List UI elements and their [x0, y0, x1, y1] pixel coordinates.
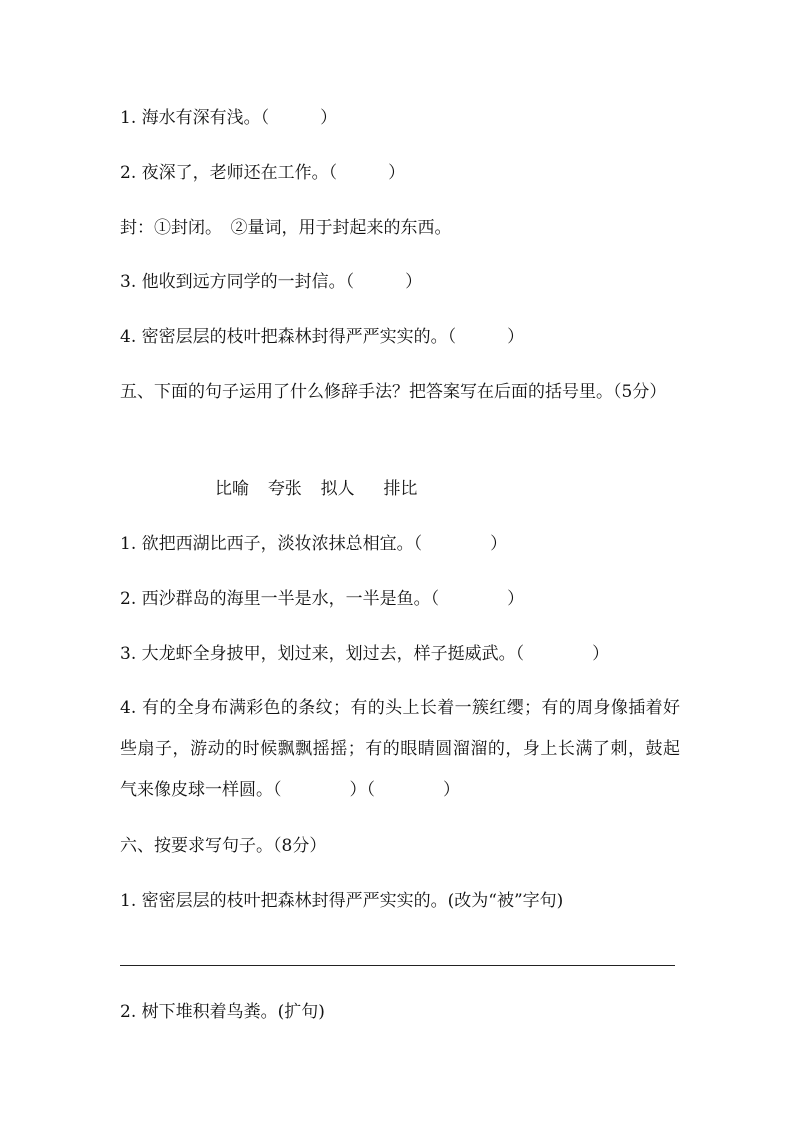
- rhetoric-options: [215, 479, 515, 499]
- question-5-1: 1. 欲把西湖比西子，淡妆浓抹总相宜。（ ）: [120, 534, 508, 554]
- question-6-2: 2. 树下堆积着鸟粪。(扩句): [120, 1002, 325, 1022]
- question-6-1: 1. 密密层层的枝叶把森林封得严严实实的。(改为“被”字句): [120, 891, 564, 911]
- question-5-3: 3. 大龙虾全身披甲，划过来，划过去，样子挺威武。（ ）: [120, 644, 610, 664]
- answer-line: [120, 965, 675, 966]
- question-5-4: 4. 有的全身布满彩色的条纹；有的头上长着一簇红缨；有的周身像插着好些扇子，游动的时候飘飘摇摇；有的眼睛圆溜溜的，身上长满了刺，鼓起气来像皮球一样圆。（ ）（ ）: [120, 698, 680, 800]
- section-5-heading: 五、下面的句子运用了什么修辞手法？把答案写在后面的括号里。（5分）: [120, 382, 667, 402]
- option-personification: 拟人: [320, 479, 355, 499]
- feng-definition: 封：①封闭。 ②量词，用于封起来的东西。: [120, 218, 452, 238]
- option-metaphor: 比喻: [215, 479, 249, 499]
- question-4-3: 3. 他收到远方同学的一封信。（ ）: [120, 272, 423, 292]
- question-4-1: 1. 海水有深有浅。（ ）: [120, 108, 338, 128]
- question-4-4: 4. 密密层层的枝叶把森林封得严严实实的。（ ）: [120, 327, 525, 347]
- section-6-heading: 六、按要求写句子。（8分）: [120, 836, 327, 856]
- option-hyperbole: 夸张: [267, 479, 302, 499]
- option-parallelism: 排比: [383, 479, 418, 499]
- question-4-2: 2. 夜深了，老师还在工作。（ ）: [120, 163, 406, 183]
- question-5-2: 2. 西沙群岛的海里一半是水，一半是鱼。（ ）: [120, 589, 525, 609]
